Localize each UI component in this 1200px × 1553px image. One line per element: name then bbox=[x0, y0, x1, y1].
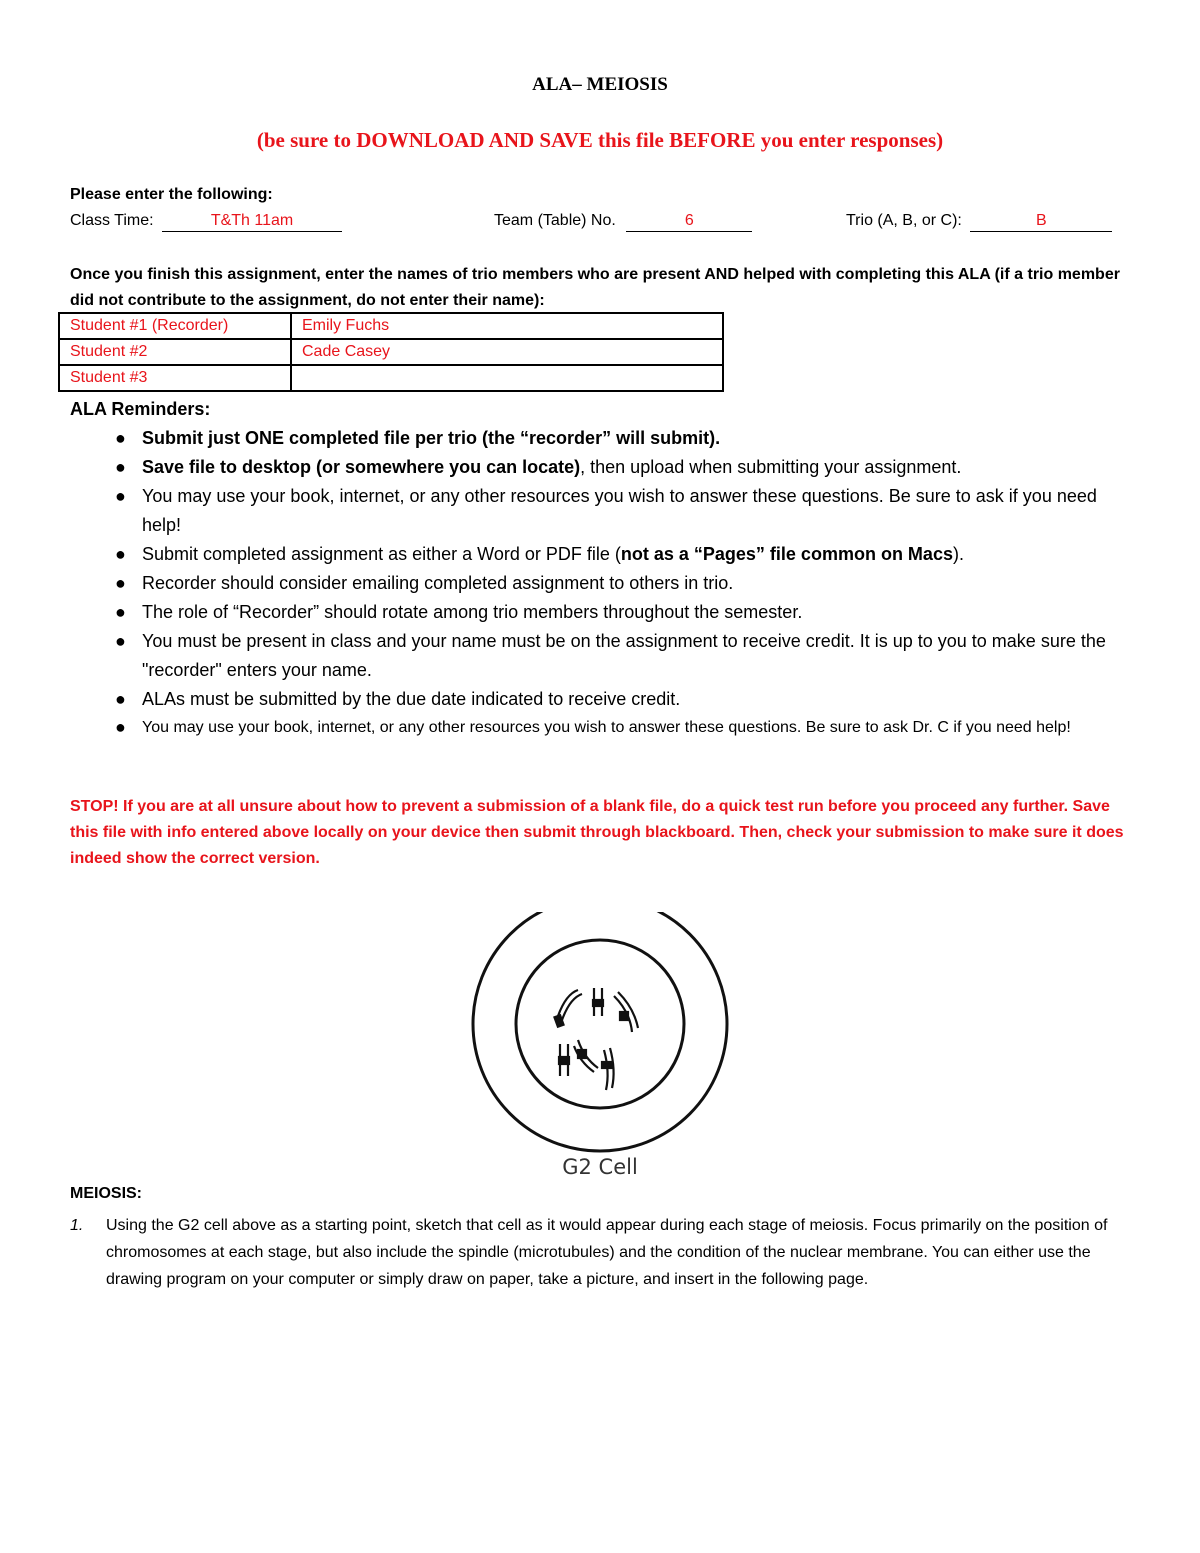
class-time-label: Class Time: bbox=[70, 212, 154, 229]
question-1 bbox=[70, 1212, 1130, 1293]
cell-membrane bbox=[473, 912, 727, 1151]
list-item: ● ALAs must be submitted by the due date indicated to receive credit. bbox=[70, 685, 1130, 714]
reminders-list bbox=[70, 424, 1130, 741]
trio-instructions: Once you finish this assignment, enter the names of trio members who are present AND helped with completing this ALA (if a trio member did not contribute to the assignment, do not enter their name): bbox=[70, 266, 1120, 309]
list-item: ● Save file to desktop (or somewhere you can locate), then upload when submitting your assignment. bbox=[70, 453, 1130, 482]
bullet-icon: ● bbox=[115, 573, 126, 593]
trio-label: Trio (A, B, or C): bbox=[846, 212, 962, 229]
table-row bbox=[59, 365, 723, 391]
g2-cell-diagram bbox=[470, 912, 730, 1182]
question-number: 1. bbox=[70, 1217, 84, 1234]
trio-field[interactable]: B bbox=[970, 211, 1112, 232]
list-item: ● The role of “Recorder” should rotate among trio members throughout the semester. bbox=[70, 598, 1130, 627]
list-item: ● Recorder should consider emailing completed assignment to others in trio. bbox=[70, 569, 1130, 598]
download-warning: (be sure to DOWNLOAD AND SAVE this file BEFORE you enter responses) bbox=[256, 128, 944, 152]
g2-cell-figure bbox=[470, 912, 730, 1182]
figure-caption: G2 Cell bbox=[562, 1155, 638, 1179]
list-item: ● Submit completed assignment as either a Word or PDF file (not as a “Pages” file common on Macs). bbox=[70, 540, 1130, 569]
bullet-icon: ● bbox=[115, 428, 126, 448]
question-text: Using the G2 cell above as a starting point, sketch that cell as it would appear during each stage of meiosis. Focus primarily on the position of chromosomes at each stage, but also include the spindle (microtubules) and the condition of the nuclear membrane. You can either use the drawing program on your computer or simply draw on paper, take a picture, and insert in the following page. bbox=[106, 1217, 1108, 1288]
table-row bbox=[59, 339, 723, 365]
student-role-cell: Student #1 (Recorder) bbox=[59, 313, 291, 339]
trio-row bbox=[846, 208, 1112, 234]
chromosomes bbox=[554, 988, 638, 1090]
team-field[interactable]: 6 bbox=[626, 211, 752, 232]
team-row bbox=[494, 208, 752, 234]
list-item: ● You may use your book, internet, or any other resources you wish to answer these questions. Be sure to ask if you need help! bbox=[70, 482, 1130, 540]
trio-members-table bbox=[58, 312, 724, 392]
form-prompt: Please enter the following: bbox=[70, 186, 273, 203]
nuclear-membrane bbox=[516, 940, 684, 1108]
list-item: ● You may use your book, internet, or any other resources you wish to answer these questions. Be sure to ask Dr. C if you need help! bbox=[70, 714, 1130, 741]
class-time-field[interactable]: T&Th 11am bbox=[162, 211, 342, 232]
page-title: ALA– MEIOSIS bbox=[532, 74, 668, 95]
student-name-cell[interactable] bbox=[291, 365, 723, 391]
bullet-icon: ● bbox=[115, 457, 126, 477]
bullet-icon: ● bbox=[115, 602, 126, 622]
list-item: ● Submit just ONE completed file per trio (the “recorder” will submit). bbox=[70, 424, 1130, 453]
reminders-heading: ALA Reminders: bbox=[70, 399, 211, 419]
student-role-cell: Student #3 bbox=[59, 365, 291, 391]
team-label: Team (Table) No. bbox=[494, 212, 616, 229]
bullet-icon: ● bbox=[115, 717, 126, 737]
bullet-icon: ● bbox=[115, 631, 126, 651]
student-name-cell[interactable]: Cade Casey bbox=[291, 339, 723, 365]
bullet-icon: ● bbox=[115, 486, 126, 506]
student-name-cell[interactable]: Emily Fuchs bbox=[291, 313, 723, 339]
student-role-cell: Student #2 bbox=[59, 339, 291, 365]
list-item: ● You must be present in class and your name must be on the assignment to receive credit. It is up to you to make sure the "recorder" enters your name. bbox=[70, 627, 1130, 685]
class-time-row bbox=[70, 208, 342, 234]
bullet-icon: ● bbox=[115, 689, 126, 709]
bullet-icon: ● bbox=[115, 544, 126, 564]
stop-notice: STOP! If you are at all unsure about how to prevent a submission of a blank file, do a quick test run before you proceed any further. Save this file with info entered above locally on your device then submit through blackboard. Then, check your submission to make sure it does indeed show the correct version. bbox=[70, 798, 1124, 867]
meiosis-heading: MEIOSIS: bbox=[70, 1185, 143, 1202]
table-row bbox=[59, 313, 723, 339]
